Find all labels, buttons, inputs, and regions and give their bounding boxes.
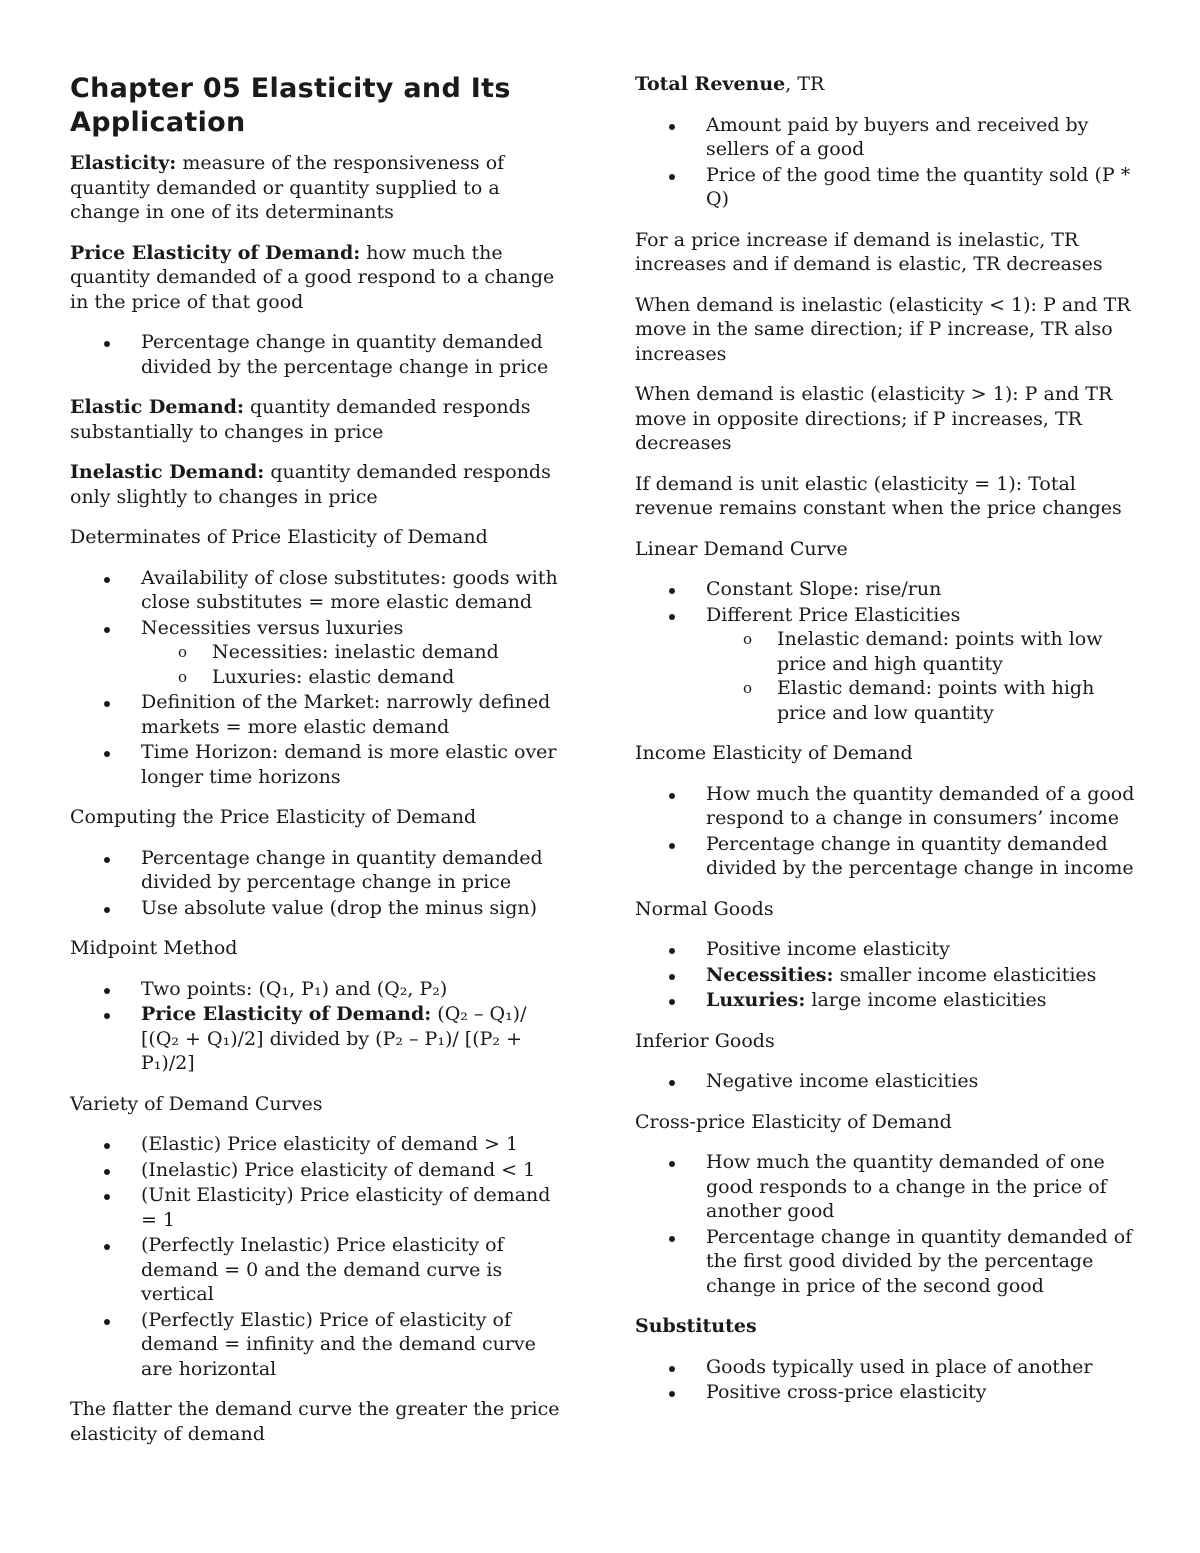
determinants-list <box>70 566 570 790</box>
list-item: Percentage change in quantity demanded divided by percentage change in price <box>70 846 570 895</box>
income-elasticity-heading: Income Elasticity of Demand <box>635 742 913 764</box>
definition: quantity demanded responds substantially to changes in price <box>70 396 531 443</box>
list-item: Positive income elasticity <box>635 937 1135 962</box>
bullet-icon <box>104 577 110 583</box>
list-item: Definition of the Market: narrowly defined markets = more elastic demand <box>70 690 570 739</box>
flatter-note: The flatter the demand curve the greater the price elasticity of demand <box>70 1398 560 1445</box>
bullet-icon <box>669 588 675 594</box>
bullet-icon <box>104 1013 110 1019</box>
list-item: (Perfectly Elastic) Price of elasticity of demand = infinity and the demand curve are horizontal <box>70 1308 570 1382</box>
left-column <box>70 72 570 1462</box>
paragraph: When demand is elastic (elasticity > 1): P and TR move in opposite directions; if P increases, TR decreases <box>635 383 1113 454</box>
list-item: Constant Slope: rise/run <box>635 577 1135 602</box>
bullet-icon <box>104 1244 110 1250</box>
circle-bullet-icon: o <box>178 667 188 686</box>
list-item: Percentage change in quantity demanded divided by the percentage change in income <box>635 832 1135 881</box>
bullet-icon <box>104 988 110 994</box>
list-item: (Unit Elasticity) Price elasticity of demand = 1 <box>70 1183 570 1232</box>
sub-list <box>706 627 1135 725</box>
list-item: Luxuries: large income elasticities <box>635 988 1135 1013</box>
list-item: Price Elasticity of Demand: (Q₂ – Q₁)/ [(Q₂ + Q₁)/2] divided by (P₂ – P₁)/ [(P₂ + P₁)/2] <box>70 1002 570 1076</box>
bullet-icon <box>669 124 675 130</box>
list-item: Price of the good time the quantity sold (P * Q) <box>635 163 1135 212</box>
definition: quantity demanded responds only slightly to changes in price <box>70 461 551 508</box>
bullet-icon <box>669 843 675 849</box>
computing-heading: Computing the Price Elasticity of Demand <box>70 806 477 828</box>
sub-list-item: o Inelastic demand: points with low price and high quantity <box>743 628 1103 675</box>
definition: measure of the responsiveness of quantity demanded or quantity supplied to a change in one of its determinants <box>70 152 505 223</box>
list-item: Use absolute value (drop the minus sign) <box>70 896 570 921</box>
bullet-icon <box>104 1143 110 1149</box>
substitutes-heading: Substitutes <box>635 1315 757 1337</box>
bullet-icon <box>104 627 110 633</box>
bullet-icon <box>669 1391 675 1397</box>
bullet-icon <box>669 793 675 799</box>
bullet-icon <box>669 974 675 980</box>
midpoint-list <box>70 977 570 1076</box>
term: Elasticity: <box>70 152 177 174</box>
bullet-icon <box>104 1194 110 1200</box>
list-item: Different Price Elasticities o Inelastic demand: points with low price and high quantity o Elastic demand: points with high price and low quantity <box>635 603 1135 726</box>
bullet-icon <box>669 614 675 620</box>
bullet-icon <box>669 948 675 954</box>
total-revenue-list <box>635 113 1135 212</box>
bullet-icon <box>104 341 110 347</box>
sub-list-item: o Necessities: inelastic demand <box>178 641 499 663</box>
income-elasticity-list <box>635 782 1135 881</box>
bullet-icon <box>669 174 675 180</box>
bullet-icon <box>669 1161 675 1167</box>
bullet-icon <box>669 1080 675 1086</box>
variety-list <box>70 1132 570 1381</box>
circle-bullet-icon: o <box>178 643 188 661</box>
bullet-icon <box>669 1236 675 1242</box>
list-item: Amount paid by buyers and received by sellers of a good <box>635 113 1135 162</box>
list-item: How much the quantity demanded of one good responds to a change in the price of another good <box>635 1150 1135 1224</box>
ped-bullets <box>70 330 570 379</box>
elastic-demand-definition <box>70 395 570 444</box>
bullet-icon <box>104 1319 110 1325</box>
term: Elastic Demand: <box>70 396 244 418</box>
right-column <box>635 72 1135 1421</box>
paragraph: For a price increase if demand is inelastic, TR increases and if demand is elastic, TR decreases <box>635 228 1103 275</box>
list-item: Time Horizon: demand is more elastic over longer time horizons <box>70 740 570 789</box>
paragraph: If demand is unit elastic (elasticity = 1): Total revenue remains constant when the price changes <box>635 472 1122 519</box>
bullet-icon <box>104 907 110 913</box>
list-item: Necessities: smaller income elasticities <box>635 963 1135 988</box>
term: Price Elasticity of Demand: <box>70 241 361 264</box>
list-item: Two points: (Q₁, P₁) and (Q₂, P₂) <box>70 977 570 1002</box>
bullet-icon <box>104 857 110 863</box>
bullet-icon <box>104 701 110 707</box>
normal-goods-heading: Normal Goods <box>635 897 774 920</box>
variety-heading: Variety of Demand Curves <box>70 1092 323 1115</box>
linear-demand-heading: Linear Demand Curve <box>635 537 848 560</box>
list-item: Percentage change in quantity demanded of the first good divided by the percentage change in price of the second good <box>635 1225 1135 1299</box>
list-item: (Elastic) Price elasticity of demand > 1 <box>70 1132 570 1157</box>
list-item: Goods typically used in place of another <box>635 1355 1135 1380</box>
sub-list-item: o Luxuries: elastic demand <box>178 665 455 688</box>
list-item: Positive cross-price elasticity <box>635 1380 1135 1405</box>
page-title: Chapter 05 Elasticity and Its Application <box>70 73 511 138</box>
list-item: (Inelastic) Price elasticity of demand < 1 <box>70 1158 570 1183</box>
linear-demand-list <box>635 577 1135 725</box>
list-item: Availability of close substitutes: goods with close substitutes = more elastic demand <box>70 566 570 615</box>
inelastic-demand-definition <box>70 460 570 509</box>
inferior-goods-list <box>635 1069 1135 1094</box>
sub-list <box>141 640 570 689</box>
bullet-icon <box>104 1169 110 1175</box>
list-item: Percentage change in quantity demanded divided by the percentage change in price <box>70 330 570 379</box>
ped-definition <box>70 241 570 315</box>
bullet-icon <box>104 751 110 757</box>
list-item: How much the quantity demanded of a good respond to a change in consumers’ income <box>635 782 1135 831</box>
circle-bullet-icon: o <box>743 630 753 648</box>
cross-price-list <box>635 1150 1135 1298</box>
normal-goods-list <box>635 937 1135 1013</box>
list-item: (Perfectly Inelastic) Price elasticity of demand = 0 and the demand curve is vertical <box>70 1233 570 1307</box>
substitutes-list <box>635 1355 1135 1405</box>
list-item: Necessities versus luxuries o Necessities: inelastic demand o Luxuries: elastic demand <box>70 616 570 690</box>
cross-price-heading: Cross-price Elasticity of Demand <box>635 1110 952 1133</box>
inferior-goods-heading: Inferior Goods <box>635 1029 775 1052</box>
term: Inelastic Demand: <box>70 461 265 483</box>
computing-list <box>70 846 570 921</box>
determinants-heading: Determinates of Price Elasticity of Demand <box>70 526 488 548</box>
bullet-icon <box>669 1366 675 1372</box>
list-item: Negative income elasticities <box>635 1069 1135 1094</box>
sub-list-item: o Elastic demand: points with high price and low quantity <box>743 677 1095 724</box>
circle-bullet-icon: o <box>743 679 753 697</box>
definition: how much the quantity demanded of a good respond to a change in the price of that good <box>70 241 555 313</box>
elasticity-definition <box>70 151 570 225</box>
bullet-icon <box>669 999 675 1005</box>
midpoint-heading: Midpoint Method <box>70 937 238 959</box>
paragraph: When demand is inelastic (elasticity < 1): P and TR move in the same direction; if P increase, TR also increases <box>635 293 1131 365</box>
total-revenue-heading: Total Revenue, TR <box>635 73 825 95</box>
